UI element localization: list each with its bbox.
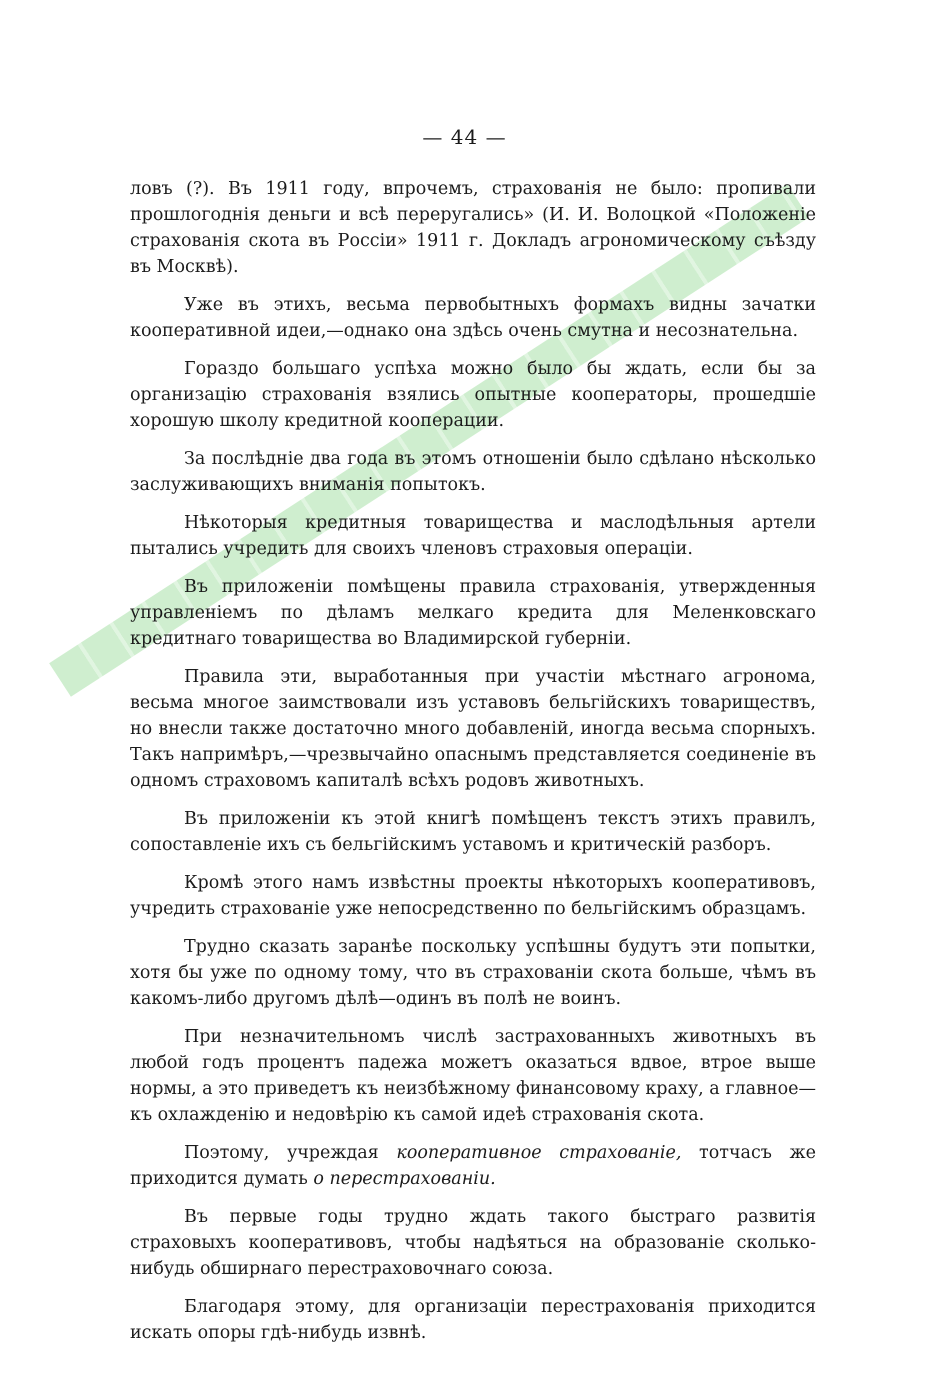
paragraph: Благодаря этому, для организаціи перестрахованія приходится искать опоры гдѣ-нибудь извнѣ.: [130, 1297, 816, 1343]
paragraph: За послѣдніе два года въ этомъ отношеніи было сдѣлано нѣсколько заслуживающихъ вниманія попытокъ.: [130, 449, 816, 495]
paragraph: Въ приложеніи помѣщены правила страхованія, утвержденныя управленіемъ по дѣламъ мелкаго кредита для Меленковскаго кредитнаго товарищества во Владимирской губерніи.: [130, 577, 816, 649]
paragraph: При незначительномъ числѣ застрахованныхъ животныхъ въ любой годъ процентъ падежа можетъ оказаться вдвое, втрое выше нормы, а это приведетъ къ неизбѣжному финансовому краху, а главное—къ охлажденію и недовѣрію къ самой идеѣ страхованія скота.: [130, 1027, 816, 1125]
paragraph: Въ первые годы трудно ждать такого быстраго развитія страховыхъ кооперативовъ, чтобы надѣяться на образованіе сколько-нибудь обширнаго перестраховочнаго союза.: [130, 1207, 816, 1279]
paragraph: Трудно сказать заранѣе поскольку успѣшны будутъ эти попытки, хотя бы уже по одному тому, что въ страхованіи скота больше, чѣмъ въ какомъ-либо другомъ дѣлѣ—одинъ въ полѣ не воинъ.: [130, 937, 816, 1009]
paragraph: Въ приложеніи къ этой книгѣ помѣщенъ текстъ этихъ правилъ, сопоставленіе ихъ съ бельгійскимъ уставомъ и критическій разборъ.: [130, 809, 816, 855]
paragraph: ловъ (?). Въ 1911 году, впрочемъ, страхованія не было: пропивали прошлогоднія деньги и всѣ переругались» (И. И. Волоцкой «Положеніе страхованія скота въ Россіи» 1911 г. Докладъ агрономическому съѣзду въ Москвѣ).: [130, 179, 816, 277]
paragraph: Кромѣ этого намъ извѣстны проекты нѣкоторыхъ кооперативовъ, учредить страхованіе уже непосредственно по бельгійскимъ образцамъ.: [130, 873, 816, 919]
paragraph-with-italics: [130, 1140, 816, 1192]
paragraph-text: Поэтому, учреждая: [184, 1143, 397, 1163]
italic-term: о перестрахованіи.: [313, 1169, 496, 1189]
paragraph: Уже въ этихъ, весьма первобытныхъ формахъ видны зачатки кооперативной идеи,—однако она здѣсь очень смутна и несознательна.: [130, 295, 816, 341]
page-number: — 44 —: [422, 125, 507, 149]
paragraph: Правила эти, выработанныя при участіи мѣстнаго агронома, весьма многое заимствовали изъ уставовъ бельгійскихъ товариществъ, но внесли также достаточно много добавленій, иногда весьма спорныхъ. Такъ напримѣръ,—чрезвычайно опаснымъ представляется соединеніе въ одномъ страховомъ капиталѣ всѣхъ родовъ животныхъ.: [130, 667, 816, 791]
paragraph: Гораздо большаго успѣха можно было бы ждать, если бы за организацію страхованія взялись опытные кооператоры, прошедшіе хорошую школу кредитной кооперации.: [130, 359, 816, 431]
paragraph-text: тотчасъ же приходится думать: [130, 1143, 816, 1189]
italic-term: кооперативное страхованіе,: [396, 1143, 682, 1163]
page-body: [130, 176, 816, 1346]
paragraph: Нѣкоторыя кредитныя товарищества и маслодѣльныя артели пытались учредить для своихъ членовъ страховыя операціи.: [130, 513, 816, 559]
